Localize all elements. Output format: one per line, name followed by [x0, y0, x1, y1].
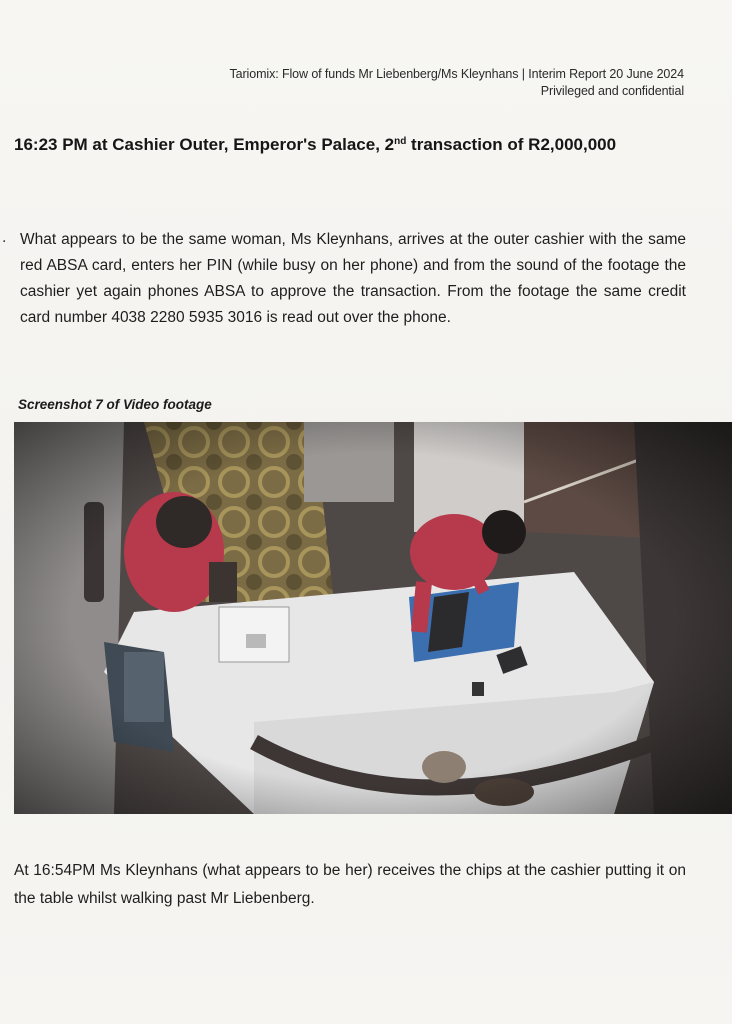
figure-caption: Screenshot 7 of Video footage — [18, 397, 212, 412]
list-bullet: . — [2, 229, 7, 246]
header-title: Tariomix: Flow of funds Mr Liebenberg/Ms Kleynhans | Interim Report 20 June 2024 — [229, 67, 684, 81]
section-heading — [14, 128, 686, 159]
heading-text-start: 16:23 PM at Cashier Outer, Emperor's Palace, 2 — [14, 135, 395, 154]
heading-text-end: transaction of R2,000,000 — [406, 135, 617, 154]
report-header — [229, 66, 684, 100]
cctv-screenshot — [14, 422, 732, 814]
paragraph-transaction: What appears to be the same woman, Ms Kleynhans, arrives at the outer cashier with the same red ABSA card, enters her PIN (while busy on her phone) and from the sound of the footage the cashier yet again phones ABSA to approve the transaction. From the footage the same credit card number 4038 2280 5935 3016 is read out over the phone. — [20, 231, 686, 326]
cctv-scene-illustration — [14, 422, 732, 814]
heading-ordinal-suffix: nd — [394, 136, 407, 147]
paragraph-chips: At 16:54PM Ms Kleynhans (what appears to be her) receives the chips at the cashier putting it on the table whilst walking past Mr Liebenberg. — [14, 862, 686, 907]
header-confidential: Privileged and confidential — [540, 84, 684, 98]
